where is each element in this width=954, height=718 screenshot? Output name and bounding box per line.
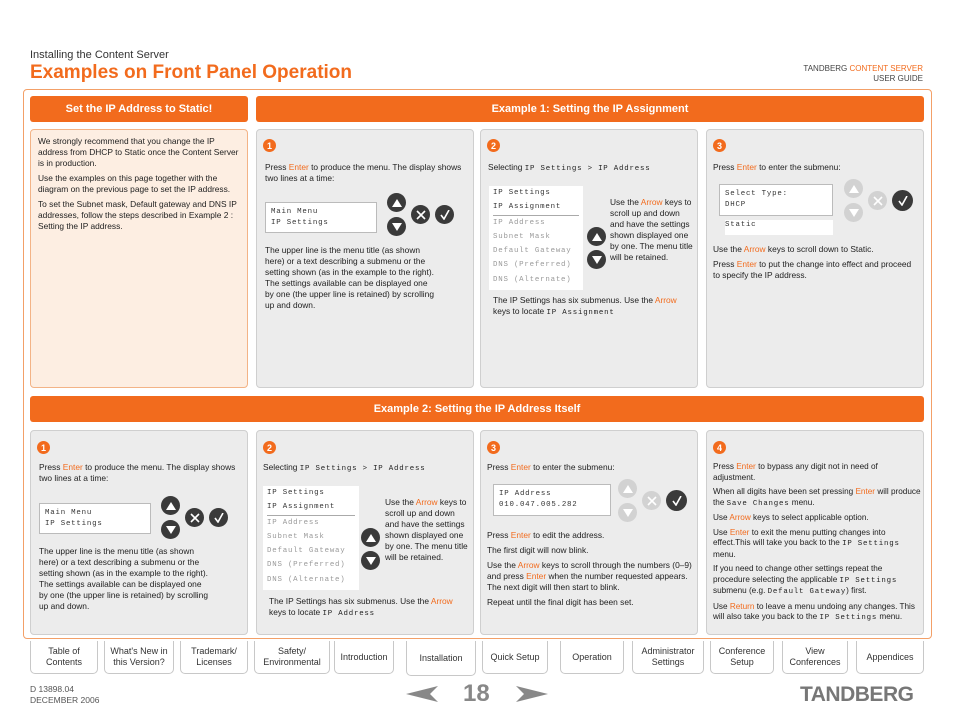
arrow-down-button[interactable]: [587, 250, 606, 269]
page-title: Examples on Front Panel Operation: [30, 62, 353, 83]
doc-date: DECEMBER 2006: [30, 695, 100, 705]
arrow-up-button[interactable]: [618, 479, 637, 498]
front-panel-buttons: [161, 496, 236, 542]
step-number: 2: [487, 139, 500, 152]
list-item: IP Address: [493, 218, 546, 227]
ex1-step2-bottom: The IP Settings has six submenus. Use the Arrow keys to locate IP Assignment: [493, 295, 677, 317]
lcd-display: IP Address 010.047.005.282: [493, 484, 611, 516]
front-panel-buttons: [387, 193, 462, 239]
return-button[interactable]: [411, 205, 430, 224]
static-p1: We strongly recommend that you change the IP address from DHCP to Static once the Content Server is in production.: [38, 136, 239, 168]
breadcrumb: Installing the Content Server: [30, 49, 169, 61]
example1-heading: Example 1: Setting the IP Assignment: [256, 96, 924, 122]
doc-number: D 13898.04: [30, 684, 74, 694]
step-number: 3: [487, 441, 500, 454]
lcd-display: Select Type: DHCP: [719, 184, 833, 216]
ex1-step1-note: The upper line is the menu title (as shown here) or a text describing a submenu or the setting shown (as in the example to the right). The settings available can be displayed one by one (the upper line is retained) by scrolling up and down.: [265, 245, 434, 310]
nav-tab-contents[interactable]: Table of Contents: [30, 641, 98, 674]
static-p2: Use the examples on this page together with the diagram on the previous page to set the IP address.: [38, 173, 231, 194]
list-item: Default Gateway: [493, 247, 572, 256]
lcd-display: Main Menu IP Settings: [265, 202, 377, 233]
enter-button[interactable]: [892, 190, 913, 211]
list-item: IP Assignment: [267, 500, 355, 515]
ex2-step4-panel: [706, 430, 924, 635]
step-number: 1: [263, 139, 276, 152]
ex1-step2-use: Use the Arrow keys to scroll up and down and have the settings shown displayed one by one. The menu title will be retained.: [610, 197, 693, 262]
example2-heading: Example 2: Setting the IP Address Itself: [30, 396, 924, 422]
ex2-step3-text: Press Enter to edit the address. The first digit will now blink. Use the Arrow keys to scroll through the numbers (0–9) and press Enter when the number requested appears. The next digit will then start to blink. Repeat until the final digit has been set.: [487, 530, 692, 607]
list-item: IP Settings: [267, 489, 325, 497]
arrow-up-button[interactable]: [587, 227, 606, 246]
list-item: IP Address: [267, 518, 320, 527]
return-button[interactable]: [185, 508, 204, 527]
ex2-step2-use: Use the Arrow keys to scroll up and down and have the settings shown displayed one by one. The menu title will be retained.: [385, 497, 468, 562]
nav-tab-introduction[interactable]: Introduction: [334, 641, 394, 674]
lcd-display: Main Menu IP Settings: [39, 503, 151, 534]
arrow-up-button[interactable]: [844, 179, 863, 198]
step-number: 4: [713, 441, 726, 454]
ex2-step3-intro: Press Enter to enter the submenu:: [487, 462, 615, 472]
ex1-step1-intro: Press Enter to produce the menu. The display shows two lines at a time:: [265, 162, 462, 183]
enter-button[interactable]: [209, 508, 228, 527]
list-item: DNS (Alternate): [267, 575, 346, 584]
doc-info: [30, 684, 99, 706]
lcd-option: Static: [725, 220, 833, 235]
ex2-step4-text: Press Enter to bypass any digit not in need of adjustment. When all digits have been set pressing Enter will produce the Save Changes menu. Use Arrow keys to select applicable option. Use Enter to exit the menu putting changes into effect.This will take you back to the IP Settings menu. If you need to change other settings repeat the procedure selecting the applicable IP Settings submenu (e.g. Default Gateway) first. Use Return to leave a menu undoing any changes. This will also take you back to the IP Settings menu.: [713, 462, 921, 622]
nav-tab-whats-new[interactable]: What's New in this Version?: [104, 641, 174, 674]
nav-tab-operation[interactable]: Operation: [560, 641, 624, 674]
ex1-step2-intro: Selecting IP Settings > IP Address: [488, 162, 651, 173]
prev-page-arrow-icon[interactable]: [406, 686, 438, 707]
step-number: 2: [263, 441, 276, 454]
ex1-step3-intro: Press Enter to enter the submenu:: [713, 162, 841, 172]
ip-settings-list: [263, 486, 359, 590]
tandberg-logo: TANDBERG: [800, 683, 914, 706]
return-button[interactable]: [868, 191, 887, 210]
list-item: IP Assignment: [493, 200, 579, 215]
arrow-up-button[interactable]: [361, 528, 380, 547]
static-heading: Set the IP Address to Static!: [30, 96, 248, 122]
enter-button[interactable]: [666, 490, 687, 511]
arrow-down-button[interactable]: [361, 551, 380, 570]
list-item: Subnet Mask: [493, 232, 551, 241]
ex2-step2-intro: Selecting IP Settings > IP Address: [263, 462, 426, 473]
arrow-down-button[interactable]: [844, 203, 863, 222]
next-page-arrow-icon[interactable]: [516, 686, 548, 707]
ex2-step3-panel: [480, 430, 698, 635]
static-panel: [30, 129, 248, 388]
ex1-step1-panel: [256, 129, 474, 388]
ex1-step2-panel: [480, 129, 698, 388]
ex1-step3-panel: [706, 129, 924, 388]
list-item: IP Settings: [493, 189, 551, 197]
list-item: DNS (Preferred): [493, 261, 572, 270]
nav-tab-conference-setup[interactable]: Conference Setup: [710, 641, 774, 674]
enter-button[interactable]: [435, 205, 454, 224]
ex2-step2-panel: [256, 430, 474, 635]
ip-settings-list: [489, 186, 583, 290]
page-number: 18: [463, 680, 490, 707]
list-item: DNS (Alternate): [493, 275, 572, 284]
ex2-step1-intro: Press Enter to produce the menu. The display shows two lines at a time:: [39, 462, 236, 483]
nav-tab-view-conferences[interactable]: View Conferences: [782, 641, 848, 674]
list-item: Default Gateway: [267, 547, 346, 556]
static-p3: To set the Subnet mask, Default gateway and DNS IP addresses, follow the steps described in Example 2 : Setting the IP address.: [38, 199, 237, 231]
arrow-up-button[interactable]: [161, 496, 180, 515]
brand-prefix: TANDBERG: [803, 64, 850, 73]
brand-sub: USER GUIDE: [873, 74, 923, 83]
ex2-step1-note: The upper line is the menu title (as shown here) or a text describing a submenu or the setting shown (as in the example to the right). The settings available can be displayed one by one (the upper line is retained) by scrolling up and down.: [39, 546, 208, 611]
nav-tab-appendices[interactable]: Appendices: [856, 641, 924, 674]
arrow-down-button[interactable]: [618, 503, 637, 522]
brand-label: [803, 64, 923, 84]
ex2-step2-bottom: The IP Settings has six submenus. Use the Arrow keys to locate IP Address: [269, 596, 453, 618]
list-item: DNS (Preferred): [267, 561, 346, 570]
list-item: Subnet Mask: [267, 532, 325, 541]
arrow-up-button[interactable]: [387, 193, 406, 212]
brand-product: CONTENT SERVER: [849, 64, 923, 73]
nav-tab-quick-setup[interactable]: Quick Setup: [482, 641, 548, 674]
return-button[interactable]: [642, 491, 661, 510]
nav-tab-installation[interactable]: Installation: [406, 641, 476, 676]
arrow-down-button[interactable]: [161, 520, 180, 539]
nav-tab-administrator[interactable]: Administrator Settings: [632, 641, 704, 674]
step-number: 1: [37, 441, 50, 454]
arrow-down-button[interactable]: [387, 217, 406, 236]
nav-tab-safety[interactable]: Safety/ Environmental: [254, 641, 330, 674]
nav-tab-trademark[interactable]: Trademark/ Licenses: [180, 641, 248, 674]
step-number: 3: [713, 139, 726, 152]
ex2-step1-panel: [30, 430, 248, 635]
ex1-step3-text: Use the Arrow keys to scroll down to Static. Press Enter to put the change into effect and proceed to specify the IP address.: [713, 244, 912, 280]
